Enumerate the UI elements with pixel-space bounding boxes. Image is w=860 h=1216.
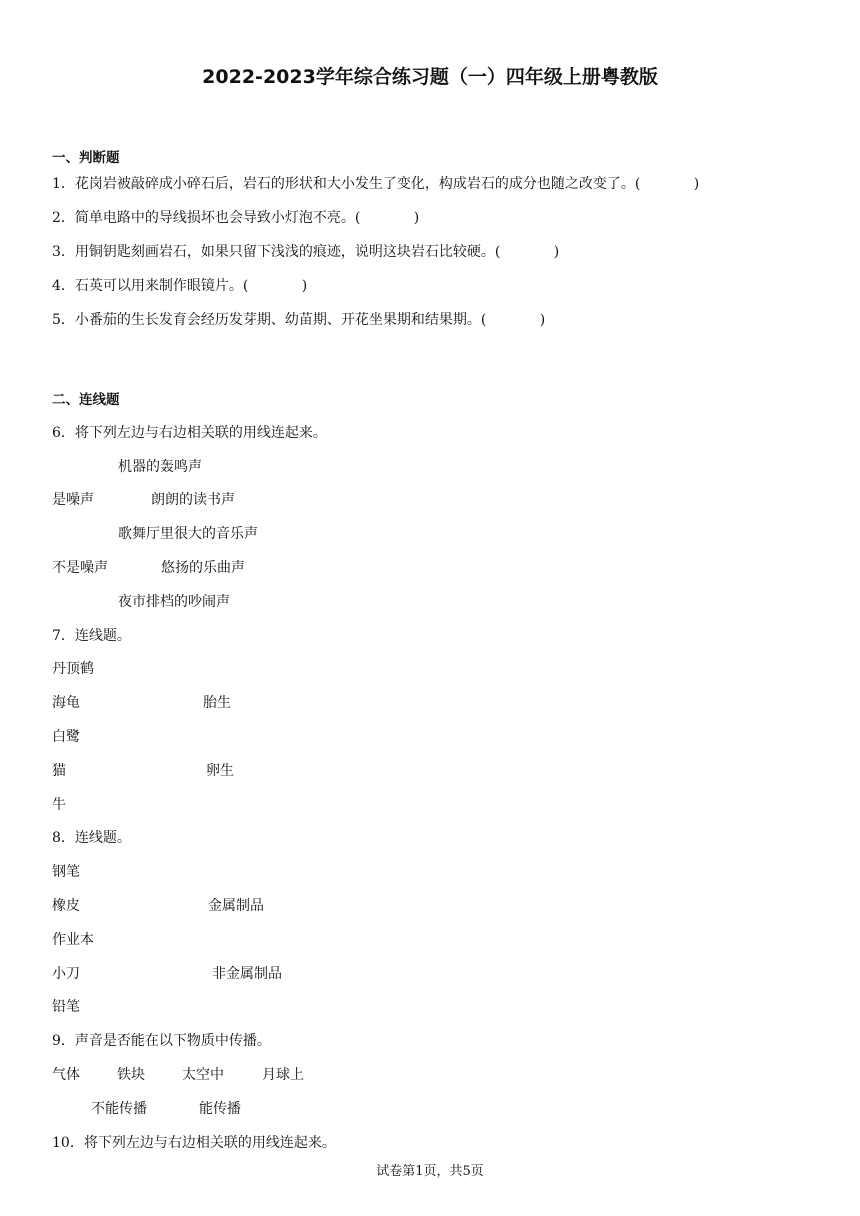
question-5: 5．小番茄的生长发育会经历发芽期、幼苗期、开花坐果期和结果期。( ) [52, 312, 546, 328]
q8-left-item: 作业本 [52, 932, 94, 948]
q6-right-item: 夜市排档的吵闹声 [118, 594, 230, 610]
q7-right-item: 胎生 [203, 695, 231, 711]
q8-right-item: 金属制品 [208, 898, 264, 914]
q9-option: 不能传播 [91, 1101, 147, 1117]
q9-item: 铁块 [117, 1067, 145, 1083]
question-2: 2．简单电路中的导线损坏也会导致小灯泡不亮。( ) [52, 210, 420, 226]
q8-left-item: 橡皮 [52, 898, 80, 914]
q7-left-item: 丹顶鹤 [52, 661, 94, 677]
q8-left-item: 铅笔 [52, 999, 80, 1015]
question-1: 1．花岗岩被敲碎成小碎石后，岩石的形状和大小发生了变化，构成岩石的成分也随之改变了。( ) [52, 176, 700, 192]
q7-left-item: 白鹭 [52, 729, 80, 745]
question-8-stem: 8．连线题。 [52, 830, 131, 846]
q6-right-item: 歌舞厅里很大的音乐声 [118, 526, 258, 542]
q7-left-item: 海龟 [52, 695, 80, 711]
page-footer: 试卷第1页，共5页 [376, 1164, 484, 1179]
q6-left-item: 不是噪声 [52, 560, 108, 576]
q7-right-item: 卵生 [206, 763, 234, 779]
q6-right-item: 朗朗的读书声 [151, 492, 235, 508]
page-title: 2022-2023学年综合练习题（一）四年级上册粤教版 [202, 66, 658, 88]
q8-right-item: 非金属制品 [212, 966, 282, 982]
question-3: 3．用铜钥匙刻画岩石，如果只留下浅浅的痕迹，说明这块岩石比较硬。( ) [52, 244, 560, 260]
question-7-stem: 7．连线题。 [52, 628, 131, 644]
q7-left-item: 牛 [52, 797, 66, 813]
q9-item: 气体 [52, 1067, 80, 1083]
q9-item: 太空中 [182, 1067, 224, 1083]
section-heading-judgement: 一、判断题 [52, 150, 120, 166]
q6-right-item: 悠扬的乐曲声 [161, 560, 245, 576]
question-9-stem: 9．声音是否能在以下物质中传播。 [52, 1033, 271, 1049]
q6-right-item: 机器的轰鸣声 [118, 459, 202, 475]
q8-left-item: 钢笔 [52, 864, 80, 880]
question-6-stem: 6．将下列左边与右边相关联的用线连起来。 [52, 425, 327, 441]
section-heading-matching: 二、连线题 [52, 392, 120, 408]
question-4: 4．石英可以用来制作眼镜片。( ) [52, 278, 308, 294]
q8-left-item: 小刀 [52, 966, 80, 982]
question-10-stem: 10．将下列左边与右边相关联的用线连起来。 [52, 1135, 336, 1151]
q9-item: 月球上 [262, 1067, 304, 1083]
q7-left-item: 猫 [52, 763, 66, 779]
q6-left-item: 是噪声 [52, 492, 94, 508]
q9-option: 能传播 [199, 1101, 241, 1117]
